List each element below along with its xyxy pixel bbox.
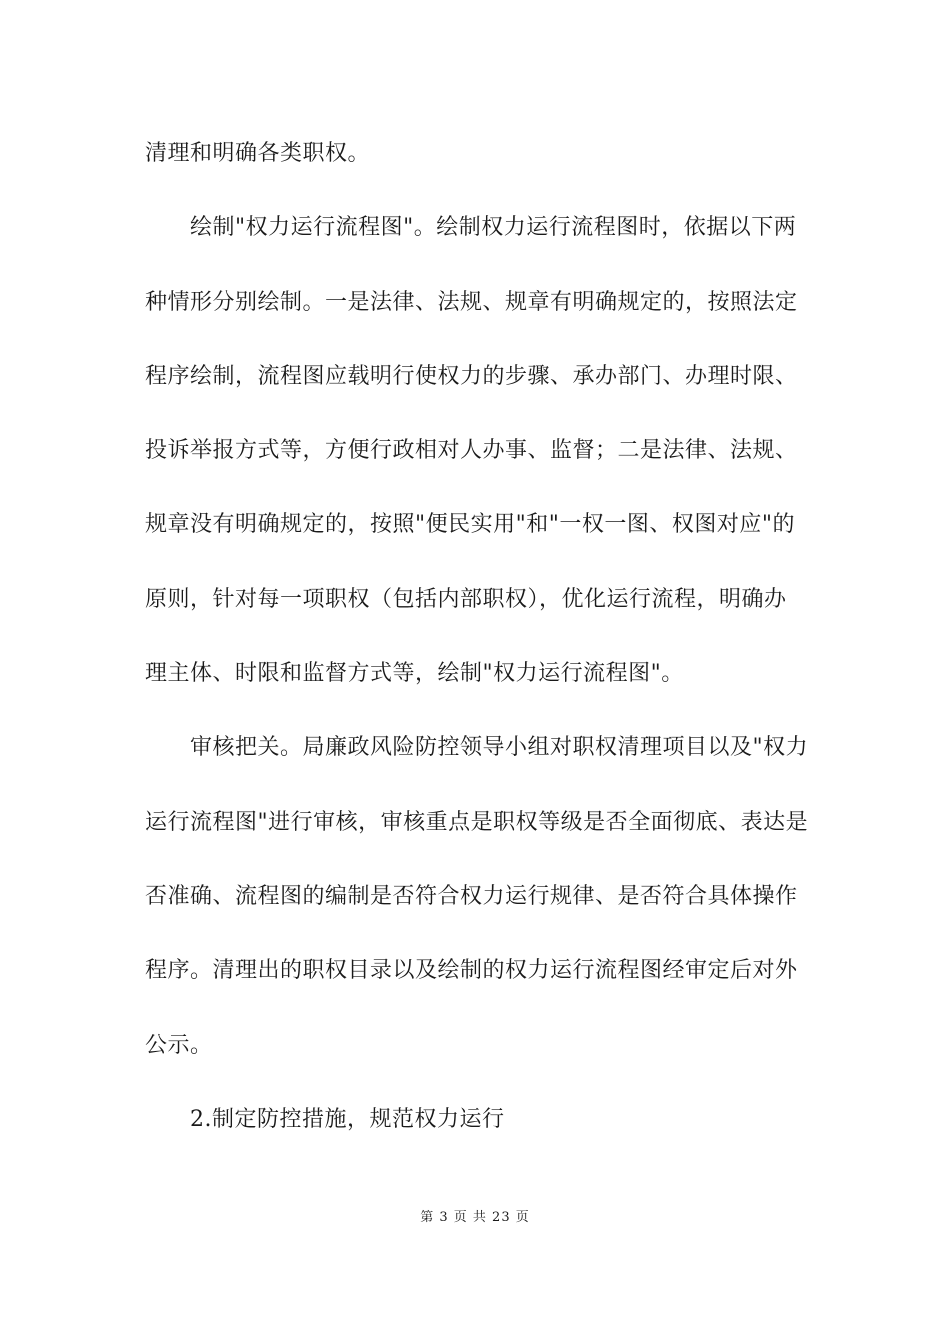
text-line-6: 规章没有明确规定的，按照"便民实用"和"一权一图、权图对应"的 xyxy=(145,512,795,537)
paragraph-start-review: 审核把关。局廉政风险防控领导小组对职权清理项目以及"权力 xyxy=(190,735,809,760)
text-line-1: 清理和明确各类职权。 xyxy=(145,141,371,166)
text-line-11: 否准确、流程图的编制是否符合权力运行规律、是否符合具体操作 xyxy=(145,884,798,909)
paragraph-start-flowchart: 绘制"权力运行流程图"。绘制权力运行流程图时，依据以下两 xyxy=(190,215,797,240)
text-line-4: 程序绘制，流程图应载明行使权力的步骤、承办部门、办理时限、 xyxy=(145,364,798,389)
section-heading: 2.制定防控措施，规范权力运行 xyxy=(190,1107,505,1132)
text-line-7: 原则，针对每一项职权（包括内部职权），优化运行流程，明确办 xyxy=(145,587,787,612)
text-line-13: 公示。 xyxy=(145,1033,213,1058)
text-line-10: 运行流程图"进行审核，审核重点是职权等级是否全面彻底、表达是 xyxy=(145,810,809,835)
text-line-8: 理主体、时限和监督方式等，绘制"权力运行流程图"。 xyxy=(145,661,684,686)
text-line-5: 投诉举报方式等，方便行政相对人办事、监督；二是法律、法规、 xyxy=(145,438,798,463)
page-number-footer: 第 3 页 共 23 页 xyxy=(420,1210,530,1225)
text-line-12: 程序。清理出的职权目录以及绘制的权力运行流程图经审定后对外 xyxy=(145,958,798,983)
text-line-3: 种情形分别绘制。一是法律、法规、规章有明确规定的，按照法定 xyxy=(145,290,798,315)
